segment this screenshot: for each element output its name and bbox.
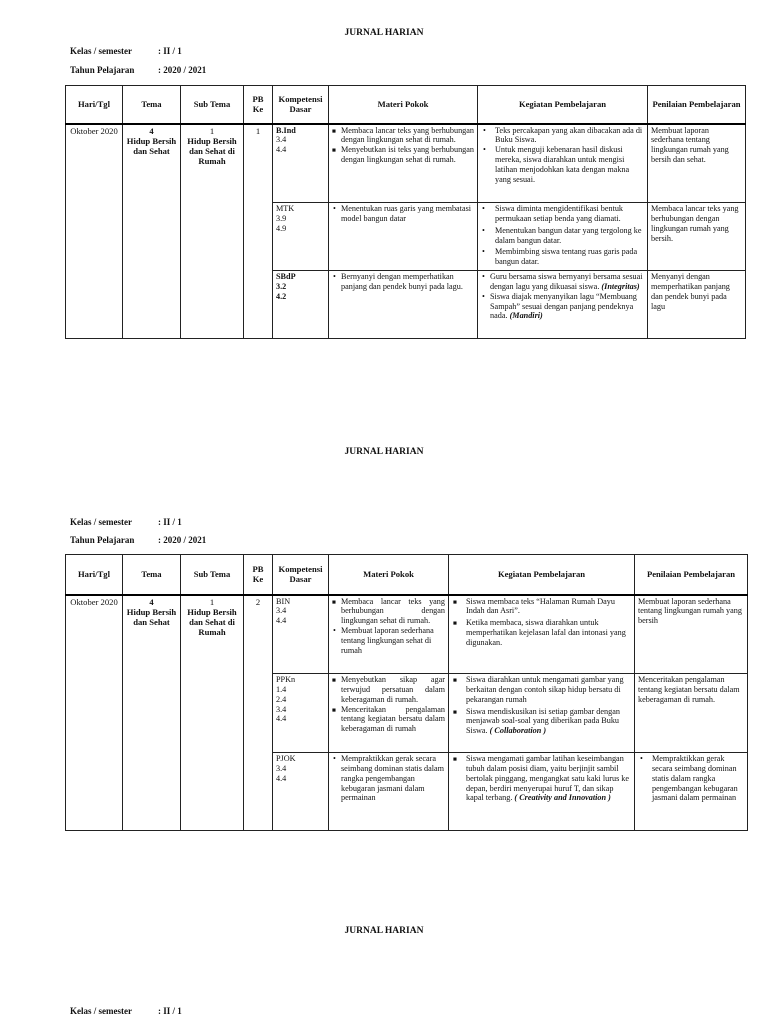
kd-code: 2.4 xyxy=(276,694,287,704)
journal-2-title: JURNAL HARIAN xyxy=(344,447,424,457)
kd-code: 3.4 xyxy=(276,606,287,616)
kd-code: 1.4 xyxy=(276,684,287,694)
tema-number: 4 xyxy=(149,596,154,607)
kd-code: 3.4 xyxy=(276,763,287,773)
kelas-value: : II / 1 xyxy=(158,517,182,527)
header-hari: Hari/Tgl xyxy=(66,555,123,595)
materi-cell xyxy=(329,124,478,203)
header-pb: PB Ke xyxy=(244,555,273,595)
list-item: • Untuk menguji kebenaran hasil diskusi mereka, siswa diarahkan untuk mengisi latihan menjodohkan kata dengan makna yang sesuai. xyxy=(481,145,644,184)
tema-number: 4 xyxy=(149,125,154,136)
penilaian-cell xyxy=(635,753,748,831)
journal-2-table xyxy=(65,554,748,831)
kd-code: 3.2 xyxy=(276,281,287,291)
penilaian-cell: Menyanyi dengan memperhatikan panjang dan pendek bunyi pada lagu xyxy=(648,271,746,339)
header-penilaian: Penilaian Pembelajaran xyxy=(648,86,746,124)
list-item: • Siswa diminta mengidentifikasi bentuk permukaan setiap benda yang diamati. xyxy=(481,204,644,224)
kegiatan-cell xyxy=(478,203,648,271)
character-tag: ( Creativity and Innovation ) xyxy=(514,793,611,803)
header-kegiatan: Kegiatan Pembelajaran xyxy=(478,86,648,124)
subtema-number: 1 xyxy=(209,125,215,136)
kelas-value: : II / 1 xyxy=(158,46,182,56)
tema-name: Hidup Bersih dan Sehat xyxy=(126,606,177,628)
character-tag: ( Collaboration ) xyxy=(489,726,547,736)
date-cell: Oktober 2020 xyxy=(66,595,123,831)
subtema-name: Hidup Bersih dan Sehat di Rumah xyxy=(187,606,237,638)
subject-label: BIN xyxy=(276,596,291,606)
list-item: ■ Menceritakan pengalaman tentang kegiatan bersatu dalam keberagaman di rumah xyxy=(332,705,445,735)
journal-1-title: JURNAL HARIAN xyxy=(344,28,424,38)
header-subtema: Sub Tema xyxy=(181,86,244,124)
list-item: • Menentukan ruas garis yang membatasi model bangun datar xyxy=(332,204,474,224)
subtema-cell xyxy=(181,124,244,339)
kd-code: 4.4 xyxy=(276,773,287,783)
header-kd: Kompetensi Dasar xyxy=(273,555,329,595)
kegiatan-text: Guru bersama siswa bernyanyi bersama sesuai dengan lagu yang dikuasai siswa. xyxy=(490,272,643,291)
journal-1-table xyxy=(65,85,746,339)
journal-2-tahun xyxy=(70,535,206,545)
penilaian-cell: Membaca lancar teks yang berhubungan dengan lingkungan rumah yang bersih. xyxy=(648,203,746,271)
list-item: • Bernyanyi dengan memperhatikan panjang dan pendek bunyi pada lagu. xyxy=(332,272,474,292)
kd-code: 4.4 xyxy=(276,616,287,626)
tahun-label: Tahun Pelajaran xyxy=(70,535,135,545)
journal-1-tahun xyxy=(70,65,206,75)
kelas-label: Kelas / semester xyxy=(70,46,132,56)
subject-label: PPKn xyxy=(276,675,296,684)
date-cell: Oktober 2020 xyxy=(66,124,123,339)
subtema-number: 1 xyxy=(209,596,215,607)
kd-cell xyxy=(273,124,329,203)
list-item: ■ Menyebutkan isi teks yang berhubungan dengan lingkungan sehat di rumah. xyxy=(332,145,474,165)
character-tag: (Integritas) xyxy=(601,281,640,291)
subject-label: B.Ind xyxy=(276,125,296,135)
table-row xyxy=(66,124,746,203)
journal-1-kelas xyxy=(70,46,182,56)
kd-code: 4.9 xyxy=(276,223,287,233)
list-item: ■ Membaca lancar teks yang berhubungan dengan lingkungan sehat di rumah. xyxy=(332,126,474,146)
materi-cell xyxy=(329,674,449,753)
tahun-label: Tahun Pelajaran xyxy=(70,65,135,75)
list-item: ■ Ketika membaca, siswa diarahkan untuk memperhatikan kejelasan lafal dan intonasi yang digunakan. xyxy=(452,618,631,648)
materi-cell xyxy=(329,203,478,271)
list-item xyxy=(452,754,631,803)
kegiatan-text: Siswa mendiskusikan isi setiap gambar dengan menjawab soal-soal yang diberikan pada Buku Siswa. xyxy=(466,706,620,736)
list-item: • Mempraktikkan gerak secara seimbang dominan statis dalam rangka pengembangan kebugaran jasmani dalam permainan xyxy=(332,754,445,803)
kd-code: 4.4 xyxy=(276,714,287,724)
header-materi: Materi Pokok xyxy=(329,555,449,595)
tahun-value: : 2020 / 2021 xyxy=(158,65,207,75)
materi-cell xyxy=(329,271,478,339)
journal-2-kelas xyxy=(70,517,182,527)
header-tema: Tema xyxy=(123,555,181,595)
subject-label: MTK xyxy=(276,204,295,213)
header-penilaian: Penilaian Pembelajaran xyxy=(635,555,748,595)
pb-cell: 2 xyxy=(244,595,273,831)
subject-label: PJOK xyxy=(276,754,296,763)
list-item: ■ Siswa membaca teks “Halaman Rumah Dayu Indah dan Asri”. xyxy=(452,597,631,617)
header-materi: Materi Pokok xyxy=(329,86,478,124)
character-tag: (Mandiri) xyxy=(509,311,543,321)
header-pb: PB Ke xyxy=(244,86,273,124)
subject-label: SBdP xyxy=(276,272,296,282)
kd-code: 3.4 xyxy=(276,135,287,145)
kd-code: 3.4 xyxy=(276,704,287,714)
materi-cell xyxy=(329,753,449,831)
header-hari: Hari/Tgl xyxy=(66,86,123,124)
kegiatan-text: Siswa diajak menyanyikan lagu “Membuang Sampah” sesuai dengan panjang pendeknya nada. xyxy=(490,291,637,321)
materi-cell xyxy=(329,595,449,674)
penilaian-cell: Menceritakan pengalaman tentang kegiatan bersatu dalam keberagaman di rumah. xyxy=(635,674,748,753)
tahun-value: : 2020 / 2021 xyxy=(158,535,207,545)
kegiatan-text: Siswa mengamati gambar latihan keseimbangan tubuh dalam posisi diam, yaitu berjinjit sambil bertolak pinggang, mengangkat satu kaki lurus ke depan, berdiri menyerupai huruf T, dan sikap kapal terbang. xyxy=(466,754,630,803)
kegiatan-cell xyxy=(478,124,648,203)
penilaian-cell: Membuat laporan sederhana tentang lingkungan rumah yang bersih xyxy=(635,595,748,674)
journal-3-title: JURNAL HARIAN xyxy=(344,926,424,936)
list-item: • Membimbing siswa tentang ruas garis pada bangun datar. xyxy=(481,247,644,267)
pb-cell: 1 xyxy=(244,124,273,339)
list-item: ■ Siswa diarahkan untuk mengamati gambar yang berkaitan dengan contoh sikap hidup bersatu di pekarangan rumah xyxy=(452,675,631,705)
tema-name: Hidup Bersih dan Sehat xyxy=(126,135,177,157)
header-kd: Kompetensi Dasar xyxy=(273,86,329,124)
table-row xyxy=(66,595,748,674)
list-item: ■ Menyebutkan sikap agar terwujud persatuan dalam keberagaman di rumah. xyxy=(332,675,445,705)
list-item: • Membuat laporan sederhana tentang lingkungan sehat di rumah xyxy=(332,626,445,656)
kegiatan-cell xyxy=(449,595,635,674)
list-item: • Teks percakapan yang akan dibacakan ada di Buku Siswa. xyxy=(481,126,644,146)
kelas-label: Kelas / semester xyxy=(70,1006,132,1016)
list-item xyxy=(452,707,631,737)
journal-3-kelas xyxy=(70,1006,182,1016)
subtema-name: Hidup Bersih dan Sehat di Rumah xyxy=(187,135,237,167)
list-item: • Mempraktikkan gerak secara seimbang dominan statis dalam rangka pengembangan kebugaran jasmani dalam permainan xyxy=(638,754,744,803)
kd-code: 4.2 xyxy=(276,291,287,301)
header-kegiatan: Kegiatan Pembelajaran xyxy=(449,555,635,595)
list-item: ■ Membaca lancar teks yang berhubungan dengan lingkungan sehat di rumah. xyxy=(332,597,445,627)
kd-code: 4.4 xyxy=(276,145,287,155)
kegiatan-cell xyxy=(449,753,635,831)
kd-cell xyxy=(273,203,329,271)
kegiatan-cell xyxy=(449,674,635,753)
list-item: • Menentukan bangun datar yang tergolong ke dalam bangun datar. xyxy=(481,226,644,246)
list-item xyxy=(481,272,644,292)
header-subtema: Sub Tema xyxy=(181,555,244,595)
kd-code: 3.9 xyxy=(276,213,287,223)
kelas-label: Kelas / semester xyxy=(70,517,132,527)
subtema-cell xyxy=(181,595,244,831)
list-item xyxy=(481,292,644,322)
kd-cell xyxy=(273,753,329,831)
header-tema: Tema xyxy=(123,86,181,124)
kelas-value: : II / 1 xyxy=(158,1006,182,1016)
kd-cell xyxy=(273,595,329,674)
tema-cell xyxy=(123,595,181,831)
penilaian-cell: Membuat laporan sederhana tentang lingkungan rumah yang bersih dan sehat. xyxy=(648,124,746,203)
tema-cell xyxy=(123,124,181,339)
kd-cell xyxy=(273,674,329,753)
kd-cell xyxy=(273,271,329,339)
kegiatan-cell xyxy=(478,271,648,339)
